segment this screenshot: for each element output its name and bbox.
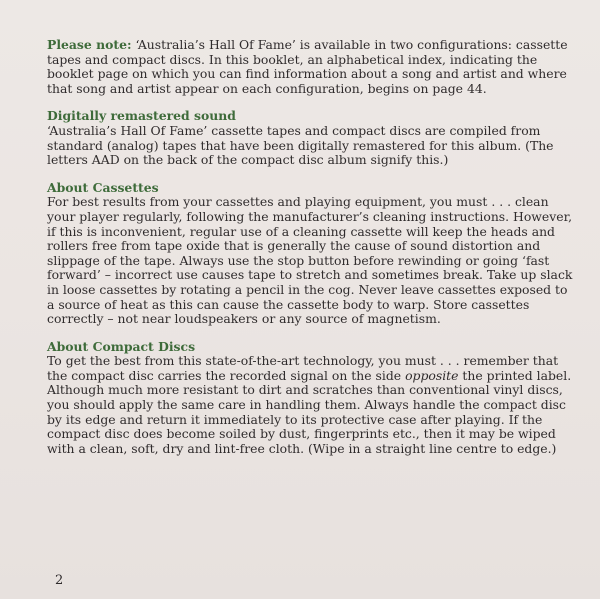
section-heading-compact-discs: About Compact Discs bbox=[47, 338, 196, 354]
note-text: ‘Australia’s Hall Of Fame’ is available in two configurations: cassette tapes and compact discs. In this booklet, an alphabetical index, indicating the booklet page on which you can find information about a song and artist and where that song and artist appear on each configuration, begins on page 44. bbox=[47, 37, 568, 96]
section-text-cassettes: For best results from your cassettes and playing equipment, you must . . . clean your player regularly, following the manufacturer’s cleaning instructions. However, if this is inconvenient, regular use of a cleaning cassette will keep the heads and rollers free from tape oxide that is generally the cause of sound distortion and slippage of the tape. Always use the stop button before rewinding or going ‘fast forward’ – incorrect use causes tape to stretch and sometimes break. Take up slack in loose cassettes by rotating a pencil in the cog. Never leave cassettes exposed to a source of heat as this can cause the cassette body to warp. Store cassettes correctly – not near loudspeakers or any source of magnetism. bbox=[47, 194, 573, 327]
cd-text-before: To get the best from this state-of-the-art technology, you must . . . remember that the compact disc carries the recorded signal on the side bbox=[47, 353, 559, 383]
note-paragraph bbox=[47, 38, 577, 96]
note-section bbox=[47, 38, 577, 96]
section-about-compact-discs bbox=[47, 340, 577, 457]
note-label: Please note: bbox=[47, 37, 132, 52]
section-text-remastered: ‘Australia’s Hall Of Fame’ cassette tapes and compact discs are compiled from standard (analog) tapes that have been digitally remastered for this album. (The letters AAD on the back of the compact disc album signify this.) bbox=[47, 122, 554, 168]
cd-text-after: the printed label. Although much more resistant to dirt and scratches than conventional vinyl discs, you should apply the same care in handling them. Always handle the compact disc by its edge and return it immediately to its protective case after playing. If the compact disc does become soiled by dust, fingerprints etc., then it may be wiped with a clean, soft, dry and lint-free cloth. (Wipe in a straight line centre to edge.) bbox=[47, 367, 572, 456]
section-about-cassettes bbox=[47, 181, 577, 327]
section-digitally-remastered bbox=[47, 109, 577, 167]
section-text-compact-discs bbox=[47, 354, 577, 456]
cd-text-emphasis: opposite bbox=[405, 367, 459, 383]
page-number: 2 bbox=[55, 573, 64, 588]
section-heading-cassettes: About Cassettes bbox=[47, 179, 159, 195]
booklet-page bbox=[47, 38, 577, 469]
section-heading-remastered: Digitally remastered sound bbox=[47, 108, 236, 124]
